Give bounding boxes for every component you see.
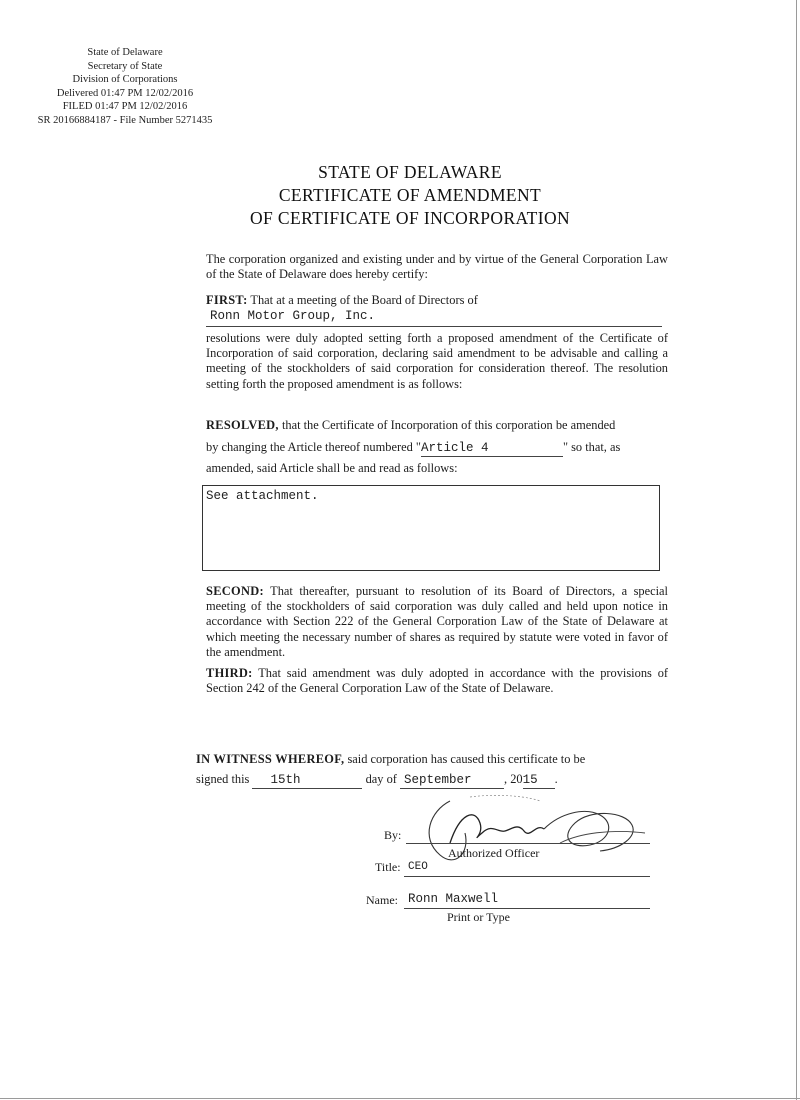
day-field: 15th xyxy=(252,773,362,789)
stamp-file-number: SR 20166884187 - File Number 5271435 xyxy=(37,114,213,126)
amendment-text-box xyxy=(202,485,660,571)
intro-paragraph: The corporation organized and existing under and by virtue of the General Corporation Law of the State of Delaware does hereby certify: xyxy=(206,252,668,282)
witness-paragraph xyxy=(196,752,660,767)
document-title xyxy=(200,161,620,230)
company-underline xyxy=(206,326,662,327)
first-paragraph xyxy=(206,293,668,308)
second-paragraph xyxy=(206,584,668,660)
witness-text: said corporation has caused this certificate to be xyxy=(347,752,586,766)
filing-stamp xyxy=(30,46,220,128)
signature-line xyxy=(406,843,650,844)
title-line-1: STATE OF DELAWARE xyxy=(318,162,502,182)
first-text: That at a meeting of the Board of Directors of xyxy=(250,293,478,307)
title-line-3: OF CERTIFICATE OF INCORPORATION xyxy=(249,208,571,228)
third-paragraph xyxy=(206,666,668,696)
company-name-field: Ronn Motor Group, Inc. xyxy=(210,309,376,323)
resolved-line-1 xyxy=(206,418,668,433)
first-label: FIRST: xyxy=(206,293,248,307)
name-underline xyxy=(404,908,650,909)
page-edge-right xyxy=(796,0,798,1100)
title-underline xyxy=(404,876,650,877)
resolved-text-3: amended, said Article shall be and read as follows: xyxy=(206,461,458,475)
stamp-delivered: Delivered 01:47 PM 12/02/2016 xyxy=(56,87,194,99)
stamp-state: State of Delaware xyxy=(87,47,163,58)
year-field: 15 xyxy=(523,773,555,789)
second-label: SECOND: xyxy=(206,584,264,598)
title-label: Title: xyxy=(375,860,401,874)
resolved-text-2-post: " so that, as xyxy=(562,440,621,454)
witness-label: IN WITNESS WHEREOF, xyxy=(196,752,345,766)
signed-this-label: signed this xyxy=(196,772,250,786)
resolved-label: RESOLVED, xyxy=(206,418,279,432)
year-prefix: , 20 xyxy=(504,772,523,786)
stamp-secretary: Secretary of State xyxy=(87,60,163,72)
stamp-filed: FILED 01:47 PM 12/02/2016 xyxy=(62,101,188,113)
day-of-label: day of xyxy=(365,772,397,786)
resolutions-paragraph: resolutions were duly adopted setting forth a proposed amendment of the Certificate of Incorporation of said corporation, declaring said amendment to be advisable and calling a meeting of the stockholders of said corporation for consideration thereof. The resolution setting forth the proposed amendment is as follows: xyxy=(206,331,668,391)
resolved-text-1: that the Certificate of Incorporation of this corporation be amended xyxy=(281,418,616,432)
amendment-text: See attachment. xyxy=(206,489,319,503)
resolved-line-2 xyxy=(206,440,668,457)
year-suffix: . xyxy=(554,772,558,786)
title-value: CEO xyxy=(408,861,428,873)
third-text: That said amendment was duly adopted in accordance with the provisions of Section 242 of the General Corporation Law of the State of Delaware. xyxy=(206,666,669,696)
resolved-text-2-pre: by changing the Article thereof numbered " xyxy=(206,440,421,454)
page-edge-bottom xyxy=(0,1098,800,1100)
stamp-division: Division of Corporations xyxy=(72,74,178,86)
print-or-type-label: Print or Type xyxy=(447,910,510,924)
second-text: That thereafter, pursuant to resolution of its Board of Directors, a special meeting of the stockholders of said corporation was duly called and held upon notice in accordance with Section 222 of the General Corporation Law of the State of Delaware at which meeting the necessary number of shares as required by statute were voted in favor of the amendment. xyxy=(206,584,669,659)
name-value: Ronn Maxwell xyxy=(408,892,499,906)
authorized-officer-label: Authorized Officer xyxy=(448,846,540,860)
signed-date-line xyxy=(196,772,658,789)
month-field: September xyxy=(400,773,504,789)
name-label: Name: xyxy=(366,893,398,907)
by-label: By: xyxy=(384,828,402,842)
title-line-2: CERTIFICATE OF AMENDMENT xyxy=(278,185,542,205)
article-number-field: Article 4 xyxy=(421,441,563,457)
third-label: THIRD: xyxy=(206,666,253,680)
